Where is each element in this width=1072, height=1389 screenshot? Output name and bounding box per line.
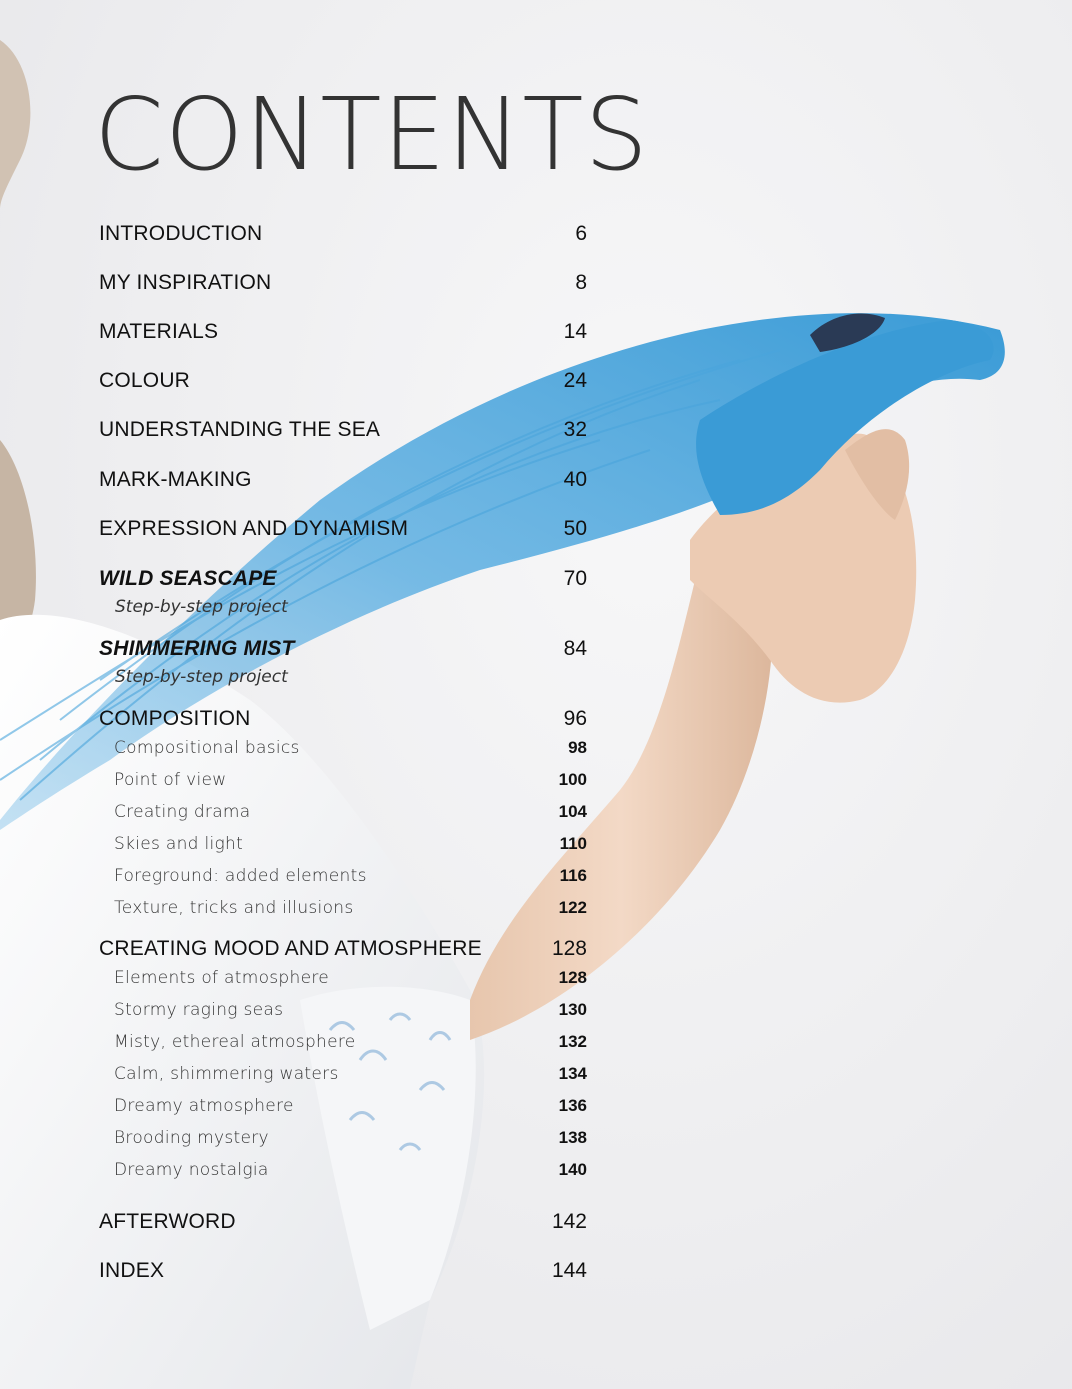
entry-page-number: 116	[559, 866, 587, 885]
entry-page-number: 84	[563, 637, 587, 660]
entry-page-number: 40	[563, 468, 587, 491]
entry-label: MY INSPIRATION	[99, 271, 272, 294]
entry-page-number: 6	[575, 222, 587, 245]
toc-entry[interactable]	[99, 937, 587, 961]
toc-subentry[interactable]	[99, 1032, 587, 1052]
toc-subentry[interactable]	[99, 1064, 587, 1084]
entry-label: MATERIALS	[99, 320, 219, 343]
entry-label: Stormy raging seas	[114, 1000, 284, 1020]
toc-subentry[interactable]	[99, 1096, 587, 1116]
toc-entry[interactable]	[99, 567, 587, 591]
entry-label: Elements of atmosphere	[114, 968, 330, 988]
entry-page-number: 144	[551, 1259, 587, 1282]
entry-page-number: 132	[558, 1032, 587, 1051]
entry-label: Point of view	[114, 770, 227, 790]
entry-page-number: 104	[558, 802, 587, 821]
toc-entry[interactable]	[99, 271, 587, 295]
entry-label: Texture, tricks and illusions	[114, 898, 354, 918]
entry-label: Skies and light	[114, 834, 244, 854]
toc-subentry[interactable]	[99, 770, 587, 790]
entry-label: SHIMMERING MIST	[99, 637, 295, 660]
entry-label: Step-by-step project	[115, 597, 288, 617]
entry-label: Compositional basics	[114, 738, 300, 758]
toc-subentry[interactable]	[99, 738, 587, 758]
entry-label: UNDERSTANDING THE SEA	[99, 418, 381, 441]
toc-subentry[interactable]	[99, 968, 587, 988]
entry-page-number: 96	[563, 707, 587, 730]
toc-entry[interactable]	[99, 517, 587, 541]
entry-label: INDEX	[99, 1259, 165, 1282]
entry-page-number: 140	[558, 1160, 587, 1179]
toc-entry-subtitle[interactable]	[99, 597, 587, 617]
entry-label: Calm, shimmering waters	[114, 1064, 339, 1084]
entry-label: Misty, ethereal atmosphere	[114, 1032, 356, 1052]
toc-subentry[interactable]	[99, 834, 587, 854]
entry-page-number: 136	[558, 1096, 587, 1115]
toc-subentry[interactable]	[99, 1160, 587, 1180]
entry-page-number: 134	[558, 1064, 587, 1083]
toc-entry-subtitle[interactable]	[99, 667, 587, 687]
entry-label: Creating drama	[114, 802, 251, 822]
entry-label: COLOUR	[99, 369, 191, 392]
entry-page-number: 100	[558, 770, 587, 789]
entry-label: Foreground: added elements	[114, 866, 367, 886]
entry-page-number: 138	[558, 1128, 587, 1147]
entry-page-number: 98	[568, 738, 587, 757]
page-title: CONTENTS	[94, 76, 649, 193]
entry-page-number: 142	[551, 1210, 587, 1233]
entry-page-number: 14	[563, 320, 587, 343]
toc-entry[interactable]	[99, 369, 587, 393]
entry-label: Brooding mystery	[114, 1128, 269, 1148]
entry-label: CREATING MOOD AND ATMOSPHERE	[99, 937, 482, 960]
entry-label: MARK-MAKING	[99, 468, 252, 491]
entry-page-number: 110	[559, 834, 587, 853]
entry-label: Dreamy atmosphere	[114, 1096, 294, 1116]
entry-label: AFTERWORD	[99, 1210, 236, 1233]
entry-label: COMPOSITION	[99, 707, 251, 730]
entry-label: WILD SEASCAPE	[99, 567, 277, 590]
toc-entry[interactable]	[99, 707, 587, 731]
toc-entry[interactable]	[99, 418, 587, 442]
entry-label: EXPRESSION AND DYNAMISM	[99, 517, 409, 540]
entry-page-number: 24	[563, 369, 587, 392]
toc-subentry[interactable]	[99, 1128, 587, 1148]
toc-entry[interactable]	[99, 1210, 587, 1234]
entry-page-number: 122	[558, 898, 587, 917]
toc-entry[interactable]	[99, 468, 587, 492]
entry-page-number: 8	[575, 271, 587, 294]
entry-label: INTRODUCTION	[99, 222, 263, 245]
toc-subentry[interactable]	[99, 866, 587, 886]
toc-subentry[interactable]	[99, 898, 587, 918]
toc-entry[interactable]	[99, 1259, 587, 1283]
entry-page-number: 130	[558, 1000, 587, 1019]
entry-page-number: 128	[558, 968, 587, 987]
entry-label: Step-by-step project	[115, 667, 288, 687]
hair-shape	[0, 40, 30, 210]
entry-page-number: 128	[551, 937, 587, 960]
toc-entry[interactable]	[99, 320, 587, 344]
toc-entry[interactable]	[99, 637, 587, 661]
entry-label: Dreamy nostalgia	[114, 1160, 269, 1180]
entry-page-number: 70	[563, 567, 587, 590]
entry-page-number: 50	[563, 517, 587, 540]
toc-subentry[interactable]	[99, 1000, 587, 1020]
toc-subentry[interactable]	[99, 802, 587, 822]
entry-page-number: 32	[563, 418, 587, 441]
toc-entry[interactable]	[99, 222, 587, 246]
